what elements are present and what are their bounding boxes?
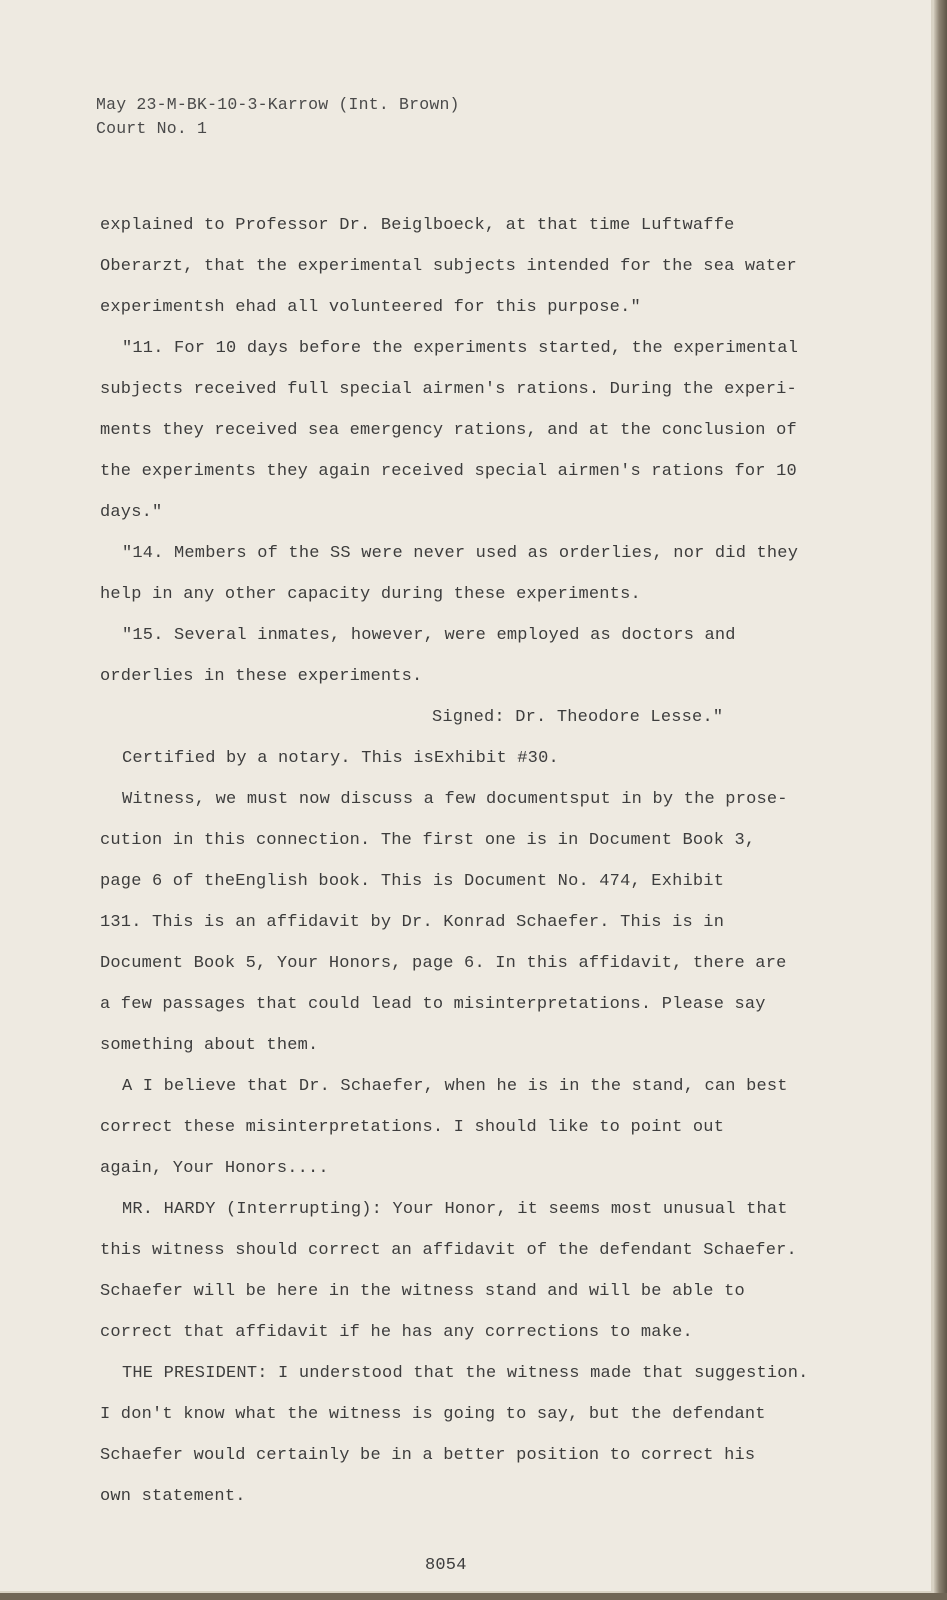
- header-line-2: Court No. 1: [96, 119, 208, 138]
- text-line: Schaefer will be here in the witness stand and will be able to: [100, 1282, 745, 1301]
- text-line: THE PRESIDENT: I understood that the witness made that suggestion.: [122, 1364, 809, 1383]
- text-line: "11. For 10 days before the experiments started, the experimental: [122, 339, 799, 358]
- text-line: MR. HARDY (Interrupting): Your Honor, it seems most unusual that: [122, 1200, 788, 1219]
- text-line: something about them.: [100, 1036, 319, 1055]
- text-line: explained to Professor Dr. Beiglboeck, at that time Luftwaffe: [100, 216, 735, 235]
- text-line: Oberarzt, that the experimental subjects intended for the sea water: [100, 257, 797, 276]
- text-line: Certified by a notary. This isExhibit #30.: [122, 749, 559, 768]
- signature-line: Signed: Dr. Theodore Lesse.": [432, 708, 724, 727]
- header-line-1: May 23-M-BK-10-3-Karrow (Int. Brown): [96, 95, 460, 114]
- text-line: Witness, we must now discuss a few documentsput in by the prose-: [122, 790, 788, 809]
- text-line: the experiments they again received special airmen's rations for 10: [100, 462, 797, 481]
- text-line: subjects received full special airmen's rations. During the experi-: [100, 380, 797, 399]
- text-line: own statement.: [100, 1487, 246, 1506]
- text-line: a few passages that could lead to misinterpretations. Please say: [100, 995, 766, 1014]
- text-line: ments they received sea emergency rations, and at the conclusion of: [100, 421, 797, 440]
- text-line: days.": [100, 503, 163, 522]
- text-line: page 6 of theEnglish book. This is Document No. 474, Exhibit: [100, 872, 725, 891]
- text-line: correct that affidavit if he has any corrections to make.: [100, 1323, 693, 1342]
- text-line: I don't know what the witness is going to say, but the defendant: [100, 1405, 766, 1424]
- text-line: A I believe that Dr. Schaefer, when he is in the stand, can best: [122, 1077, 788, 1096]
- text-line: Schaefer would certainly be in a better position to correct his: [100, 1446, 756, 1465]
- text-line: experimentsh ehad all volunteered for this purpose.": [100, 298, 641, 317]
- paper-edge: [0, 1593, 947, 1600]
- text-line: cution in this connection. The first one is in Document Book 3,: [100, 831, 756, 850]
- text-line: "15. Several inmates, however, were employed as doctors and: [122, 626, 736, 645]
- text-line: "14. Members of the SS were never used as orderlies, nor did they: [122, 544, 799, 563]
- page-number: 8054: [425, 1556, 467, 1575]
- text-line: Document Book 5, Your Honors, page 6. In this affidavit, there are: [100, 954, 787, 973]
- paper-edge: [934, 0, 947, 1600]
- text-line: this witness should correct an affidavit of the defendant Schaefer.: [100, 1241, 797, 1260]
- text-line: again, Your Honors....: [100, 1159, 329, 1178]
- text-line: 131. This is an affidavit by Dr. Konrad Schaefer. This is in: [100, 913, 725, 932]
- text-line: orderlies in these experiments.: [100, 667, 423, 686]
- text-line: correct these misinterpretations. I should like to point out: [100, 1118, 725, 1137]
- text-line: help in any other capacity during these experiments.: [100, 585, 641, 604]
